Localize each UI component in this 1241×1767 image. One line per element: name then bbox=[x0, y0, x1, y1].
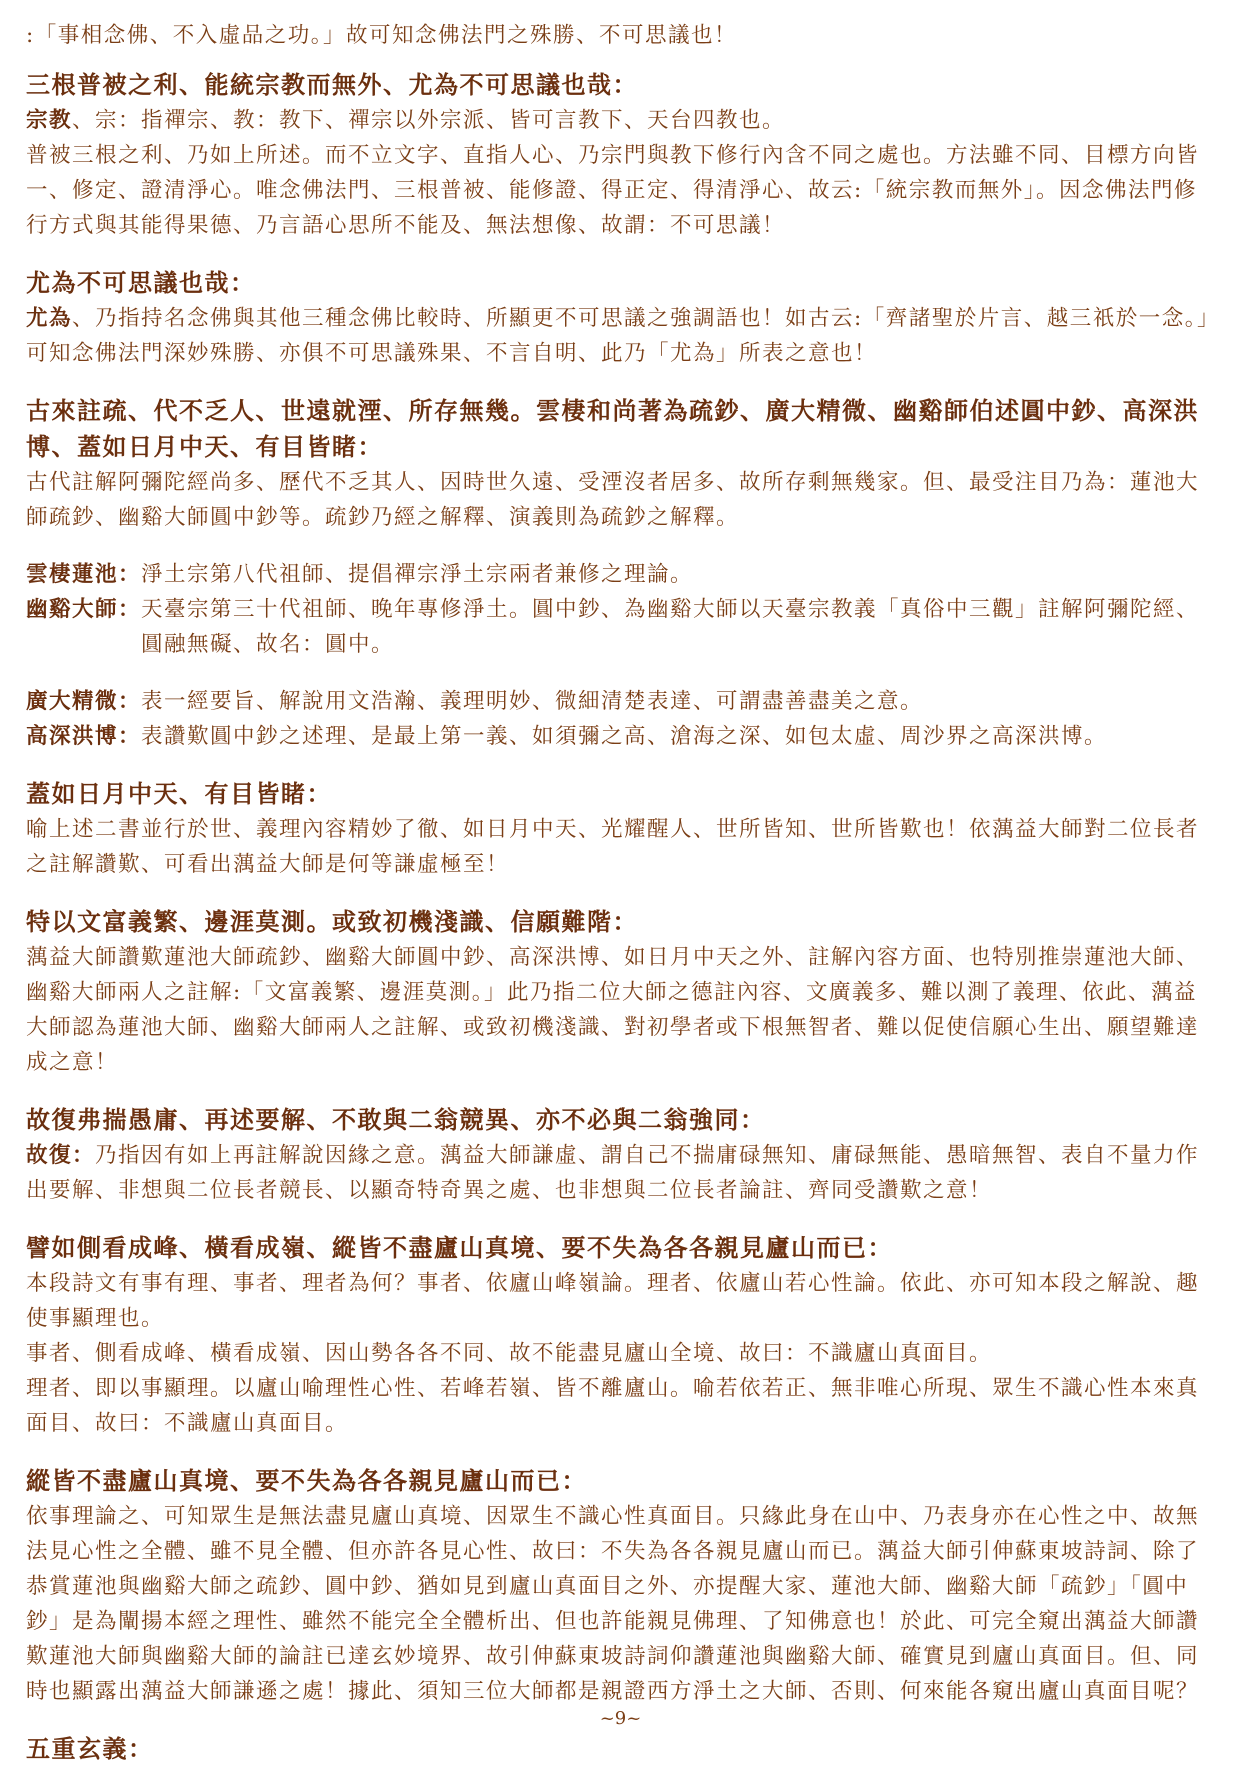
definition-item bbox=[26, 592, 1216, 662]
section-heading: 尤為不可思議也哉： bbox=[26, 268, 256, 297]
intro-line: :「事相念佛、不入虛品之功。」故可知念佛法門之殊勝、不可思議也！ bbox=[26, 23, 737, 48]
term-label: 雲棲蓮池： bbox=[26, 562, 142, 587]
section-youwei bbox=[26, 265, 1216, 371]
definition-list-praise bbox=[26, 684, 1216, 754]
section-heading: 譬如側看成峰、橫看成嶺、縱皆不盡廬山真境、要不失為各各親見廬山而已： bbox=[26, 1233, 893, 1262]
section-lushan-true bbox=[26, 1463, 1216, 1709]
section-heading: 縱皆不盡廬山真境、要不失為各各親見廬山而已： bbox=[26, 1466, 587, 1495]
section-sangen bbox=[26, 67, 1216, 243]
paragraph: 事者、側看成峰、橫看成嶺、因山勢各各不同、故不能盡見廬山全境、故曰：不識廬山真面目。 bbox=[26, 1341, 993, 1366]
paragraph: 依事理論之、可知眾生是無法盡見廬山真境、因眾生不識心性真面目。只緣此身在山中、乃表身亦在心性之中、故無法見心性之全體、雖不見全體、但亦許各見心性、故曰：不失為各各親見廬山而已。蕅益大師引伸蘇東坡詩詞、除了恭賞蓮池與幽谿大師之疏鈔、圓中鈔、猶如見到廬山真面目之外、亦提醒大家、蓮池大師、幽谿大師「疏鈔」「圓中鈔」是為闡揚本經之理性、雖然不能完全全體析出、但也許能親見佛理、了知佛意也！於此、可完全窺出蕅益大師讚歎蓮池大師與幽谿大師的論註已達玄妙境界、故引伸蘇東坡詩詞仰讚蓮池與幽谿大師、確實見到廬山真面目。但、同時也顯露出蕅益大師謙遜之處！據此、須知三位大師都是親證西方淨土之大師、否則、何來能各窺出廬山真面目呢？ bbox=[26, 1504, 1200, 1704]
section-rich-text bbox=[26, 904, 1216, 1080]
definition-item bbox=[26, 557, 1216, 592]
section-heading: 故復弗揣愚庸、再述要解、不敢與二翁競異、亦不必與二翁強同： bbox=[26, 1105, 766, 1134]
paragraph bbox=[26, 301, 1216, 371]
definition-list-masters bbox=[26, 557, 1216, 662]
section-lushan-poem bbox=[26, 1230, 1216, 1441]
paragraph: 理者、即以事顯理。以廬山喻理性心性、若峰若嶺、皆不離廬山。喻若依若正、無非唯心所現、眾生不識心性本來真面目、故曰：不識廬山真面目。 bbox=[26, 1376, 1200, 1436]
term-label: 高深洪博： bbox=[26, 724, 142, 749]
paragraph: 蕅益大師讚歎蓮池大師疏鈔、幽谿大師圓中鈔、高深洪博、如日月中天之外、註解內容方面、也特別推崇蓮池大師、幽谿大師兩人之註解:「文富義繁、邊涯莫測。」此乃指二位大師之德註內容、文廣義多、難以測了義理、依此、蕅益大師認為蓮池大師、幽谿大師兩人之註解、或致初機淺識、對初學者或下根無智者、難以促使信願心生出、願望難達成之意！ bbox=[26, 945, 1200, 1075]
term-text: 表讚歎圓中鈔之述理、是最上第一義、如須彌之高、滄海之深、如包太虛、周沙界之高深洪博。 bbox=[141, 724, 1108, 749]
term-text: 乃指因有如上再註解說因緣之意。蕅益大師謙虛、謂自己不揣庸碌無知、庸碌無能、愚暗無智、表自不量力作出要解、非想與二位長者競長、以顯奇特奇異之處、也非想與二位長者論註、齊同受讚歎之意！ bbox=[26, 1143, 1200, 1203]
term-text: 淨土宗第八代祖師、提倡禪宗淨土宗兩者兼修之理論。 bbox=[141, 562, 694, 587]
term-label: 尤為 bbox=[26, 306, 73, 331]
page-number: ~9~ bbox=[599, 1708, 642, 1729]
term-label: 故復： bbox=[26, 1143, 96, 1168]
paragraph: 古代註解阿彌陀經尚多、歷代不乏其人、因時世久遠、受湮沒者居多、故所存剩無幾家。但、最受注目乃為：蓮池大師疏鈔、幽谿大師圓中鈔等。疏鈔乃經之解釋、演義則為疏鈔之解釋。 bbox=[26, 470, 1200, 530]
section-heading: 五重玄義： bbox=[26, 1734, 154, 1763]
definition-item bbox=[26, 719, 1216, 754]
section-gufu bbox=[26, 1102, 1216, 1208]
section-five-meanings bbox=[26, 1731, 1216, 1767]
paragraph: 喻上述二書並行於世、義理內容精妙了徹、如日月中天、光耀醒人、世所皆知、世所皆歎也！依蕅益大師對二位長者之註解讚歎、可看出蕅益大師是何等謙虛極至！ bbox=[26, 817, 1200, 877]
document-page bbox=[26, 18, 1216, 1767]
section-heading: 蓋如日月中天、有目皆睹： bbox=[26, 779, 332, 808]
section-commentaries bbox=[26, 393, 1216, 535]
definition-line bbox=[26, 103, 1216, 138]
paragraph bbox=[26, 1138, 1216, 1208]
section-sun-moon bbox=[26, 776, 1216, 882]
term-label: 幽谿大師： bbox=[26, 597, 142, 622]
paragraph: 本段詩文有事有理、事者、理者為何？事者、依廬山峰嶺論。理者、依廬山若心性論。依此、亦可知本段之解說、趣使事顯理也。 bbox=[26, 1271, 1200, 1331]
definition-item bbox=[26, 684, 1216, 719]
term-text: 、宗：指禪宗、教：教下、禪宗以外宗派、皆可言教下、天台四教也。 bbox=[72, 108, 786, 133]
term-text: 表一經要旨、解說用文浩瀚、義理明妙、微細清楚表達、可謂盡善盡美之意。 bbox=[141, 689, 924, 714]
term-label: 宗教 bbox=[26, 108, 73, 133]
section-heading: 古來註疏、代不乏人、世遠就湮、所存無幾。雲棲和尚著為疏鈔、廣大精微、幽谿師伯述圓中鈔、高深洪博、蓋如日月中天、有目皆睹： bbox=[26, 396, 1199, 461]
term-text: 天臺宗第三十代祖師、晚年專修淨土。圓中鈔、為幽谿大師以天臺宗教義「真俗中三觀」註解阿彌陀經、圓融無礙、故名：圓中。 bbox=[141, 597, 1200, 657]
term-label: 廣大精微： bbox=[26, 689, 142, 714]
section-heading: 特以文富義繁、邊涯莫測。或致初機淺識、信願難階： bbox=[26, 907, 638, 936]
term-text: 、乃指持名念佛與其他三種念佛比較時、所顯更不可思議之強調語也！如古云:「齊諸聖於片言、越三祇於一念。」可知念佛法門深妙殊勝、亦俱不可思議殊果、不言自明、此乃「尤為」所表之意也！ bbox=[26, 306, 1210, 366]
section-heading: 三根普被之利、能統宗教而無外、尤為不可思議也哉： bbox=[26, 70, 638, 99]
paragraph: 普被三根之利、乃如上所述。而不立文字、直指人心、乃宗門與教下修行內含不同之處也。方法雖不同、目標方向皆一、修定、證清淨心。唯念佛法門、三根普被、能修證、得正定、得清淨心、故云:「統宗教而無外」。因念佛法門修行方式與其能得果德、乃言語心思所不能及、無法想像、故謂：不可思議！ bbox=[26, 143, 1200, 238]
